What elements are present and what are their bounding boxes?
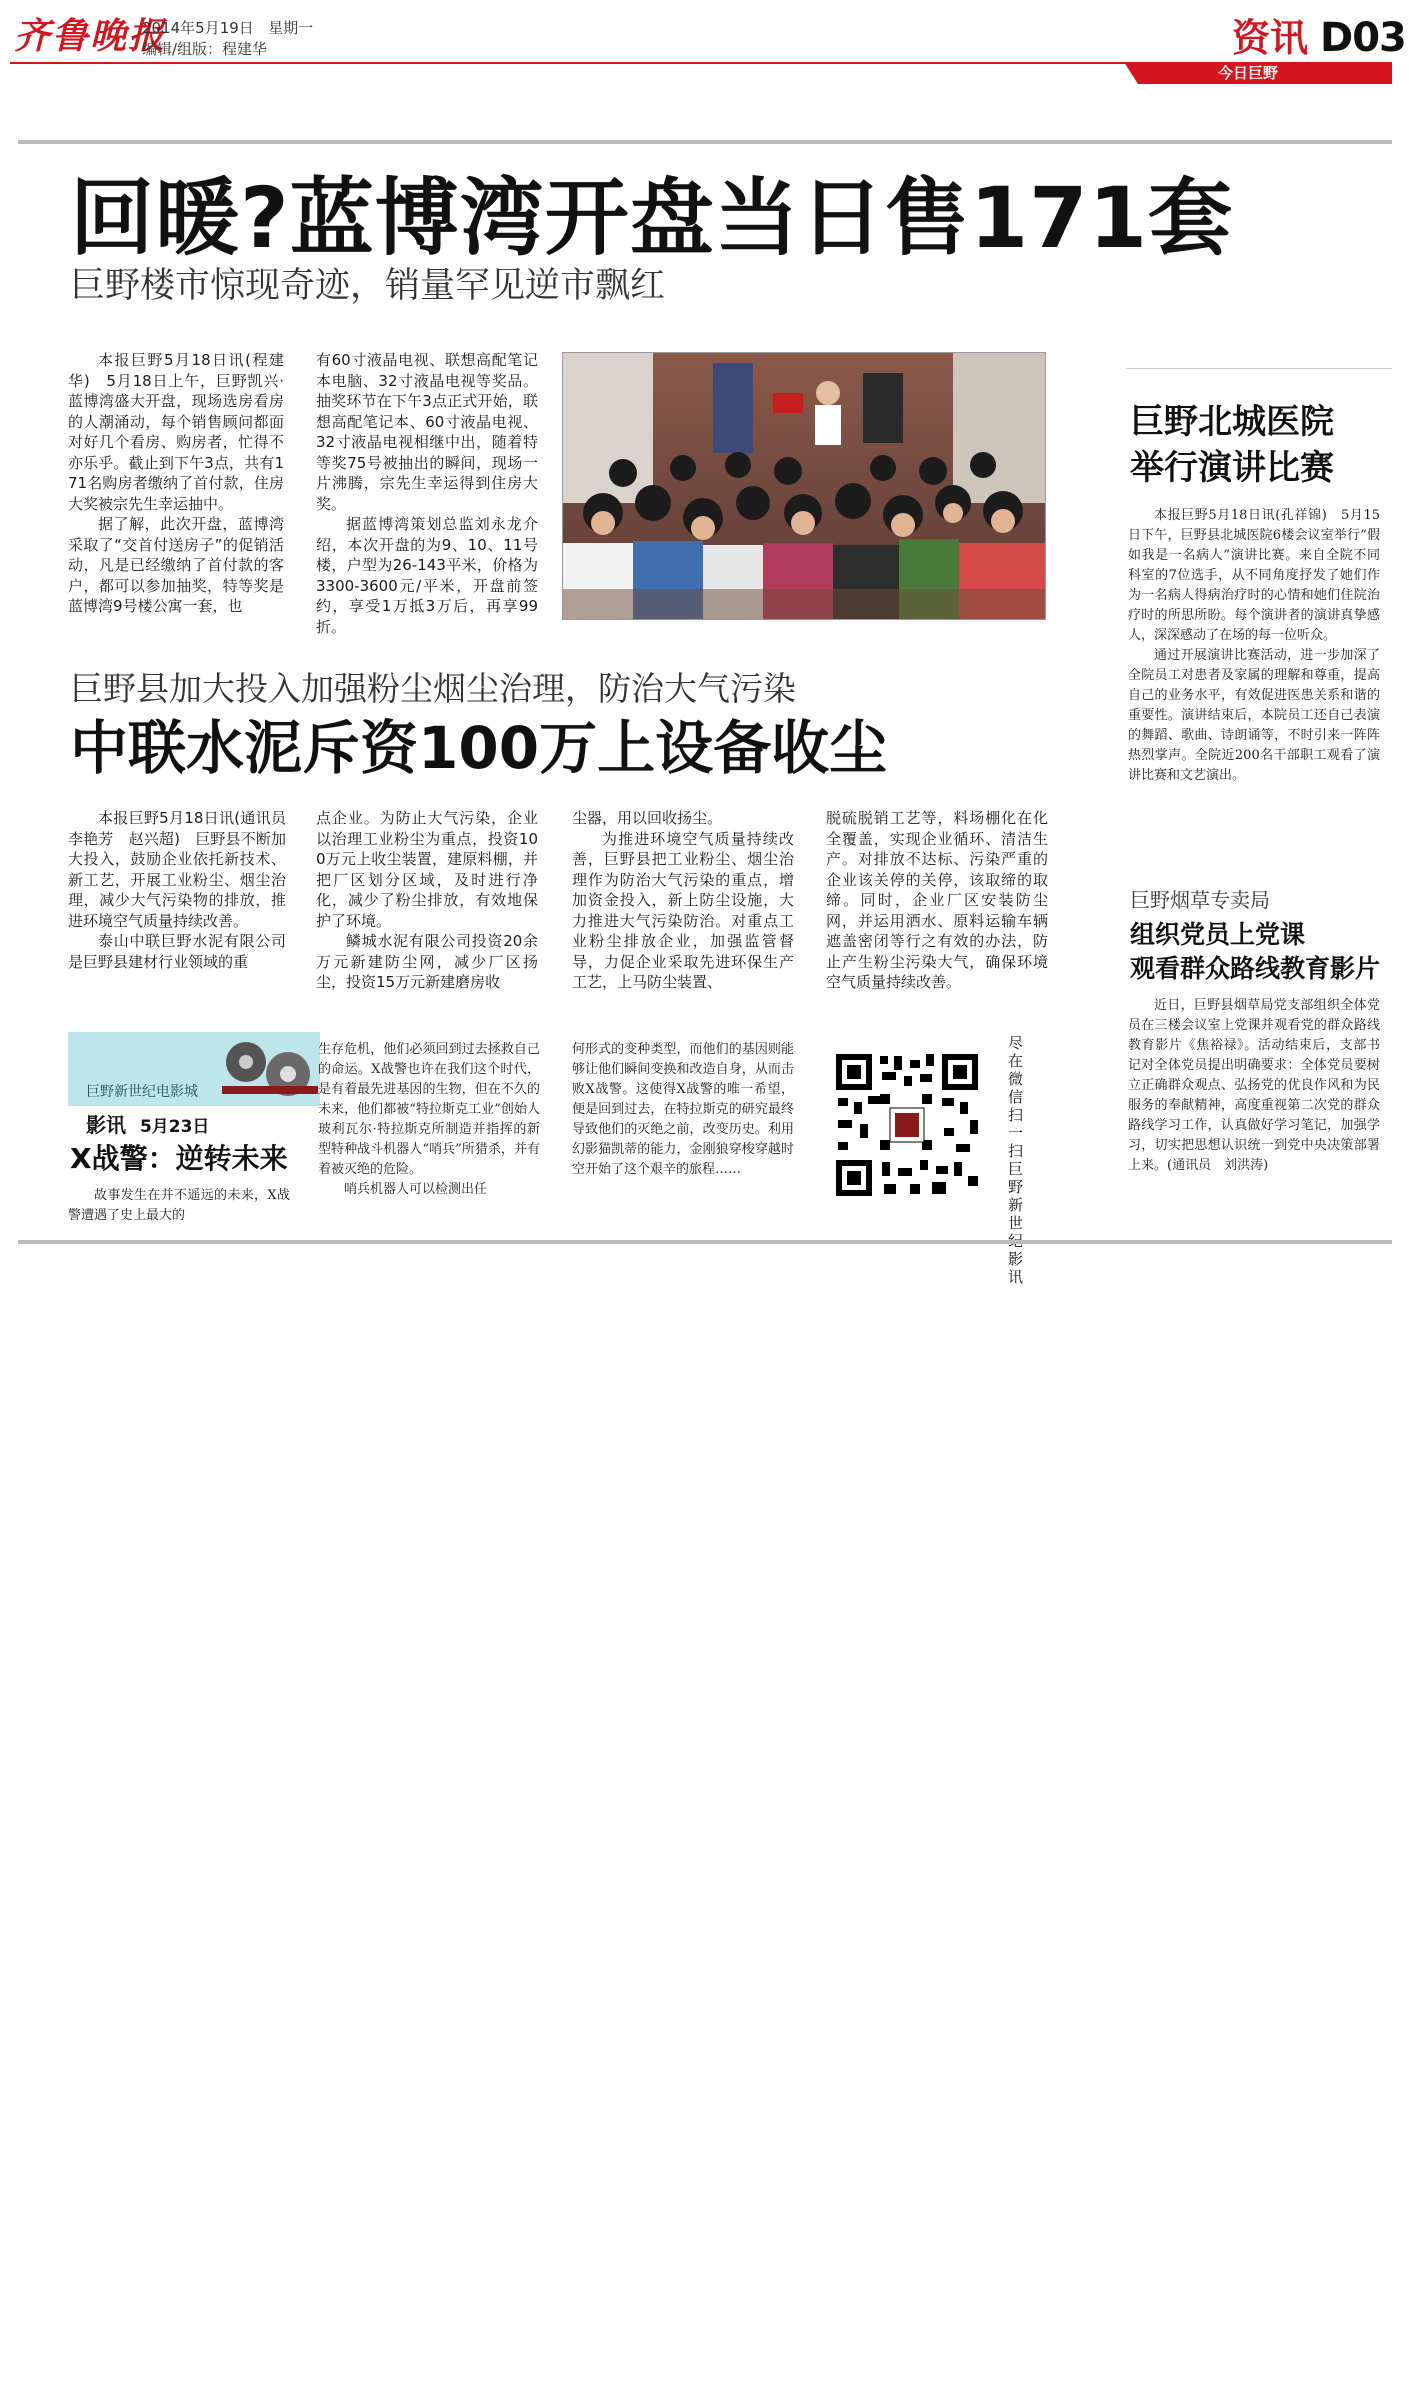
bottom-divider <box>18 1240 1392 1244</box>
lead-column-1 <box>68 350 284 617</box>
film-tag <box>86 1112 209 1140</box>
hospital-headline-line2: 举行演讲比赛 <box>1130 448 1334 488</box>
newspaper-logo: 齐鲁晚报 <box>14 15 167 57</box>
film-paragraph: 故事发生在并不遥远的未来，X战警遭遇了史上最大的 <box>68 1188 290 1223</box>
lead-paragraph: 据了解，此次开盘，蓝博湾采取了“交首付送房子”的促销活动，凡是已经缴纳了首付款的客户，都可以参加抽奖，特等奖是蓝博湾9号楼公寓一套，也 <box>68 515 284 615</box>
qr-caption: 尽在微信扫一扫巨野新世 影讯 <box>1008 1034 1024 1286</box>
tobacco-paragraph: 近日，巨野县烟草局党支部组织全体党员在三楼会议室上党课并观看党的群众路线教育影片《焦裕禄》。活动结束后，支部书记对全体党员提出明确要求：全体党员要树立正确群众观点、弘扬党的优良作风和为民服务的奉献精神，高度重视第二次党的群众路线学习工作，认真做好学习笔记，加强学习，切实把思想认识统一到党中央决策部署上来。(通讯员 刘洪涛) <box>1128 998 1380 1173</box>
cement-paragraph: 泰山中联巨野水泥有限公司是巨野县建材行业领域的重 <box>68 932 286 971</box>
film-paragraph: 哨兵机器人可以检测出任 <box>344 1182 488 1197</box>
issue-weekday: 星期一 <box>268 19 314 37</box>
subsection-label: 今日巨野 <box>1218 64 1279 82</box>
film-headline: X战警：逆转未来 <box>70 1142 288 1175</box>
film-paragraph: 生存危机，他们必须回到过去拯救自己的命运。X战警也许在我们这个时代，是有着最先进基因的生物，但在不久的未来，他们都被“特拉斯克工业”创始人玻利瓦尔·特拉斯克所制造并指挥的新型特种战斗机器人“哨兵”所猎杀，并有着被灭绝的危险。 <box>318 1042 540 1177</box>
cinema-banner-label: 巨野新世纪电影城 <box>86 1084 198 1100</box>
cement-paragraph: 点企业。为防止大气污染，企业以治理工业粉尘为重点，投资100万元上收尘装置，建原料棚，并把厂区划分区域，及时进行净化，减少了粉尘排放，有效地保护了环境。 <box>316 809 538 930</box>
cement-paragraph: 尘器，用以回收扬尘。 <box>572 809 723 827</box>
cement-paragraph: 脱硫脱销工艺等，料场棚化在化全覆盖，实现企业循环、清洁生产。对排放不达标、污染严重的企业该关停的关停，该取缔的取缔。同时，企业厂区安装防尘网，并运用洒水、原料运输车辆遮盖密闭等行之有效的办法，防止产生粉尘污染大气，确保环境空气质量持续改善。 <box>826 809 1048 991</box>
tobacco-headline-line2: 观看群众路线教育影片 <box>1130 954 1381 983</box>
film-tag-label: 影讯 <box>86 1113 126 1137</box>
masthead-red-line <box>10 62 1126 64</box>
hospital-paragraph: 本报巨野5月18日讯(孔祥锦) 5月15日下午，巨野县北城医院6楼会议室举行“假如我是一名病人”演讲比赛。来自全院不同科室的7位选手，从不同角度抒发了她们作为一名病人得病治疗时的心情和她们住院治疗时的所思所盼。每个演讲者的演讲真挚感人，深深感动了在场的每一位听众。 <box>1128 508 1380 643</box>
cement-paragraph: 鳞城水泥有限公司投资20余万元新建防尘网，减少厂区扬尘，投资15万元新建磨房收 <box>316 932 538 991</box>
lead-column-2 <box>316 350 538 637</box>
cement-column-4 <box>826 808 1048 993</box>
film-column-1 <box>68 1186 290 1226</box>
film-column-2 <box>318 1040 540 1200</box>
cement-column-3 <box>572 808 794 993</box>
crowd-photo-illustration <box>563 353 1045 619</box>
cement-column-1 <box>68 808 302 972</box>
tobacco-story-body <box>1128 996 1380 1176</box>
film-paragraph: 何形式的变种类型，而他们的基因则能够让他们瞬间变换和改造自身，从而击败X战警。这使得X战警的唯一希望，便是回到过去，在特拉斯克的研究最终导致他们的灭绝之前，改变历史。利用幻影猫凯蒂的能力，金刚狼穿梭穿越时空开始了这个艰辛的旅程…… <box>572 1042 794 1177</box>
cement-paragraph: 本报巨野5月18日讯(通讯员 李艳芳 赵兴超) 巨野县不断加大投入，鼓励企业依托新技术、新工艺，开展工业粉尘、烟尘治理，减少大气污染物的排放，推进环境空气质量持续改善。 <box>68 809 302 930</box>
qr-code-icon <box>832 1050 982 1200</box>
film-column-3 <box>572 1040 794 1180</box>
cement-kicker: 巨野县加大投入加强粉尘烟尘治理，防治大气污染 <box>70 669 796 708</box>
hospital-paragraph: 通过开展演讲比赛活动，进一步加深了全院员工对患者及家属的理解和尊重，提高自己的业务水平，有效促进医患关系和谐的重要性。演讲结束后，本院员工还自己表演的舞蹈、歌曲、诗朗诵等，不时引来一阵阵热烈掌声。全院近200名干部职工观看了演讲比赛和文艺演出。 <box>1128 648 1380 783</box>
top-divider <box>18 140 1392 144</box>
lead-paragraph: 据蓝博湾策划总监刘永龙介绍，本次开盘的为9、10、11号楼，户型为26-143平米，价格为3300-3600元/平米，开盘前签约，享受1万抵3万后，再享99折。 <box>316 515 538 636</box>
editor-credit: 编辑/组版：程建华 <box>142 40 268 58</box>
hospital-story-body <box>1128 506 1380 786</box>
lead-headline: 回暖?蓝博湾开盘当日售171套 <box>70 169 1234 267</box>
tobacco-kicker: 巨野烟草专卖局 <box>1130 888 1270 912</box>
film-date: 5月23日 <box>139 1117 210 1137</box>
right-column-top-rule <box>1126 368 1392 369</box>
lead-paragraph: 本报巨野5月18日讯(程建华) 5月18日上午，巨野凯兴·蓝博湾盛大开盘，现场选房看房的人潮涌动，每个销售顾问都面对好几个看房、购房者，忙得不亦乐乎。截止到下午3点，共有171名购房者缴纳了首付款，住房大奖被宗先生幸运抽中。 <box>68 351 284 513</box>
cement-paragraph: 为推进环境空气质量持续改善，巨野县把工业粉尘、烟尘治理作为防治大气污染的重点，增加资金投入，新上防尘设施，大力推进大气污染防治。对重点工业粉尘排放企业，加强监管督导，力促企业采取先进环保生产工艺，上马防尘装置、 <box>572 829 794 991</box>
cement-column-2 <box>316 808 538 993</box>
sales-event-photo <box>562 352 1046 620</box>
lead-paragraph: 有60寸液晶电视、联想高配笔记本电脑、32寸液晶电视等奖品。抽奖环节在下午3点正式开始，联想高配笔记本、60寸液晶电视、32寸液晶电视相继中出，随着特等奖75号被抽出的瞬间，现场一片沸腾，宗先生幸运得到住房大奖。 <box>316 351 538 513</box>
hospital-headline-line1: 巨野北城医院 <box>1130 402 1334 442</box>
section-label: 资讯 <box>1232 16 1309 60</box>
cement-headline: 中联水泥斥资100万上设备收尘 <box>70 714 888 782</box>
wechat-qr-code[interactable] <box>832 1050 982 1200</box>
issue-date: 2014年5月19日 <box>142 19 254 37</box>
masthead-info <box>142 18 313 60</box>
page-number: D03 <box>1320 15 1406 61</box>
tobacco-headline-line1: 组织党员上党课 <box>1130 920 1306 949</box>
lead-subheadline: 巨野楼市惊现奇迹，销量罕见逆市飘红 <box>70 266 666 306</box>
